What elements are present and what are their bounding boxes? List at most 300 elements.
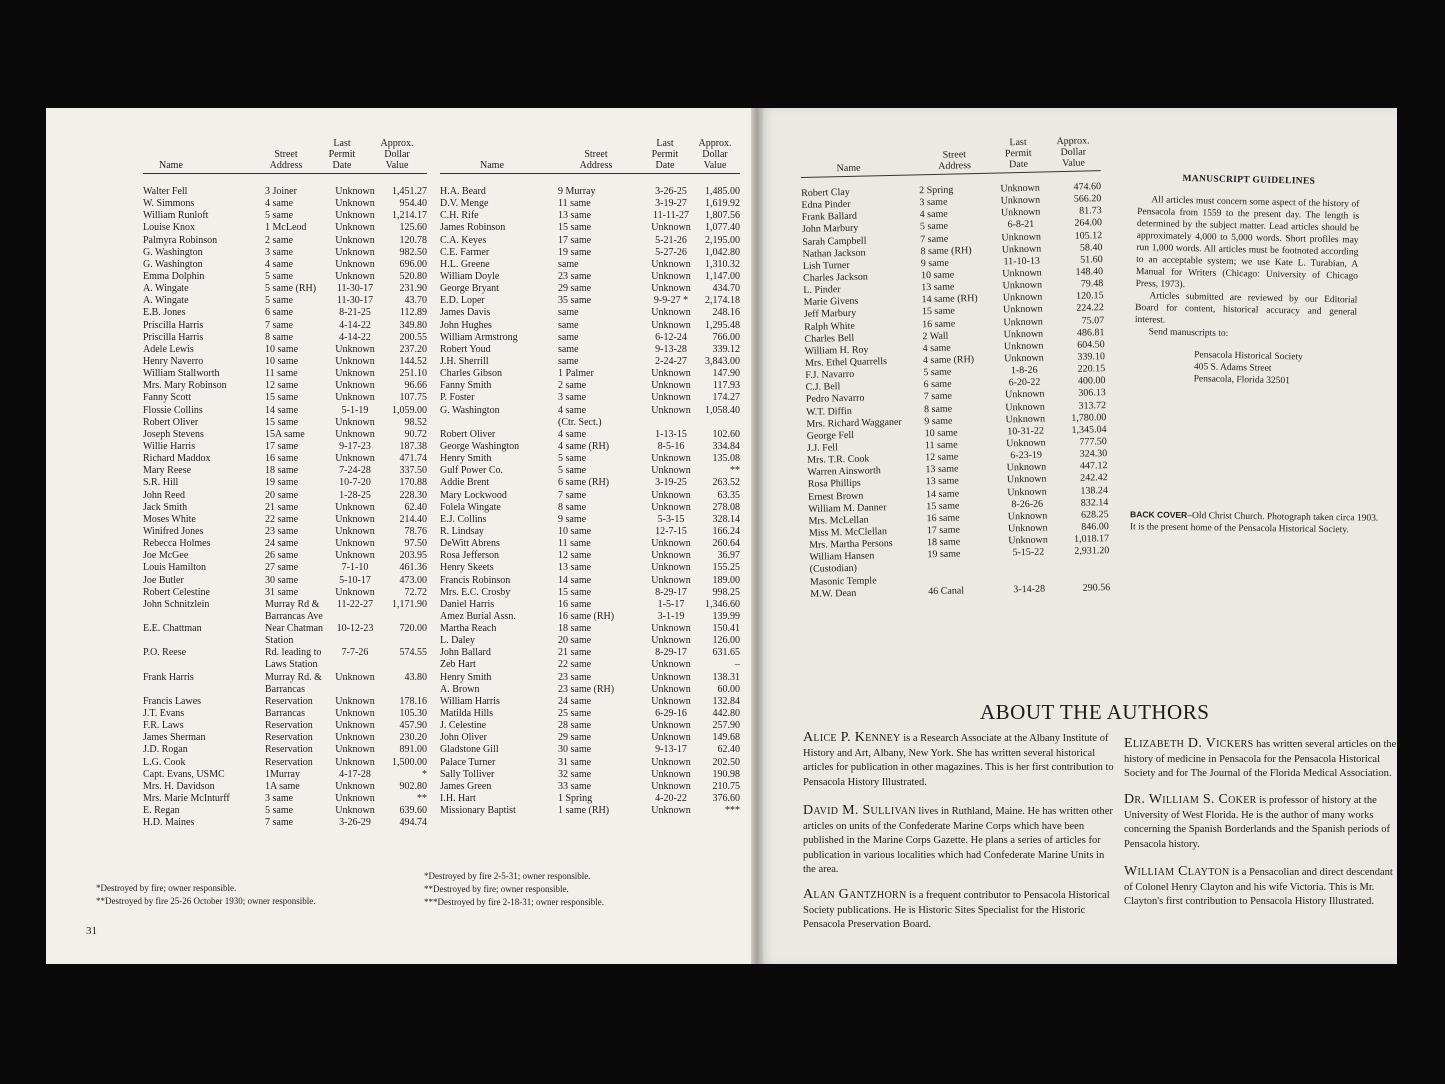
cell-value: 36.97 xyxy=(717,550,740,562)
cell-address: 7 same xyxy=(920,233,949,245)
cell-date: 8-29-17 xyxy=(655,586,687,598)
cell-name: Zeb Hart xyxy=(440,659,476,671)
cell-value: 720.00 xyxy=(399,623,427,635)
cell-date: Unknown xyxy=(1003,316,1043,328)
cell-name: George Fell xyxy=(806,429,855,442)
cell-name: J.D. Rogan xyxy=(143,744,188,756)
cell-value: 447.12 xyxy=(1079,460,1108,472)
cell-date: Unknown xyxy=(651,732,691,744)
cell-address: 2 same xyxy=(558,380,587,392)
cell-value: 290.56 xyxy=(1082,581,1111,594)
cell-name: Gladstone Gill xyxy=(440,744,499,756)
cell-address: 9 same xyxy=(920,257,949,270)
cell-name: Emma Dolphin xyxy=(143,270,205,282)
cell-value: 306.13 xyxy=(1078,387,1106,400)
cell-address: 27 same xyxy=(265,562,299,574)
table-row xyxy=(143,805,427,817)
guidelines-paragraph: All articles must concern some aspect of the history of Pensacola from 1559 to the present day. The length is determined by the subject matter. Lead articles should be approximately 4,000 to 5,000 words. Short profiles may run 1,000 words. All articles must be footnoted according to an acceptable system; we use Kate L. Turabian, A Manual for Writers (Chicago: University of Chicago Press, 1973). xyxy=(1135,195,1360,291)
cell-address: 14 same xyxy=(265,404,299,416)
cell-name: Sarah Campbell xyxy=(802,235,867,248)
cell-name: John Hughes xyxy=(440,319,492,331)
manuscript-guidelines xyxy=(1134,172,1360,389)
cell-name: Warren Ainsworth xyxy=(807,465,881,479)
table-row xyxy=(440,538,740,550)
cell-value: ** xyxy=(417,793,427,805)
cell-value: 120.78 xyxy=(399,234,427,246)
cell-value xyxy=(694,417,740,429)
cell-date: 9-17-23 xyxy=(339,440,371,452)
table-row xyxy=(440,465,740,477)
table-row xyxy=(143,575,427,587)
cell-value: 90.72 xyxy=(404,428,427,440)
header-last-permit-date: Last Permit Date xyxy=(651,138,679,171)
cell-name: E. Regan xyxy=(143,805,180,817)
back-cover-caption xyxy=(1130,508,1385,537)
cell-name: W. Simmons xyxy=(143,198,195,210)
table-row xyxy=(440,320,740,332)
cell-value xyxy=(379,635,427,647)
cell-address: 16 same xyxy=(926,512,960,525)
cell-date: 4-14-22 xyxy=(339,319,371,331)
cell-date: 8-29-17 xyxy=(655,647,687,659)
cell-name: William Runloft xyxy=(143,210,209,222)
cell-name: Ernest Brown xyxy=(807,490,864,503)
cell-value: 628.25 xyxy=(1080,508,1109,521)
cell-address: 15 same xyxy=(265,416,299,428)
cell-address: 11 same xyxy=(265,368,298,380)
cell-date: 1-8-26 xyxy=(1010,364,1038,377)
cell-name: Mrs. Marie McInturff xyxy=(143,793,230,805)
table-row xyxy=(440,805,740,817)
table-row xyxy=(143,696,427,708)
header-street-address: Street Address xyxy=(938,149,972,172)
cell-name: P. Foster xyxy=(440,392,475,404)
cell-name xyxy=(143,659,265,671)
cell-name: Mary Reese xyxy=(143,465,192,477)
cell-value: 473.00 xyxy=(399,574,427,586)
cell-address: Barrancas xyxy=(265,683,305,695)
cell-address: 33 same xyxy=(558,780,592,792)
cell-address: 11 same xyxy=(924,439,958,452)
cell-address: 25 same xyxy=(558,708,592,720)
table-row xyxy=(440,295,740,307)
cell-date: Unknown xyxy=(1002,267,1042,280)
cell-value: 63.35 xyxy=(717,489,740,501)
cell-name: W.T. Diffin xyxy=(806,405,852,418)
table-row xyxy=(440,259,740,271)
cell-value: 324.30 xyxy=(1079,448,1108,460)
table-row xyxy=(440,599,740,611)
cell-name: Amez Burial Assn. xyxy=(440,610,516,622)
cell-value: 79.48 xyxy=(1080,278,1104,290)
cell-date: Unknown xyxy=(1006,437,1046,450)
cell-date: Unknown xyxy=(651,392,691,404)
cell-date: Unknown xyxy=(335,695,375,707)
cell-value: 766.00 xyxy=(712,331,740,343)
cell-date: Unknown xyxy=(335,343,375,355)
cell-value: 982.50 xyxy=(399,246,427,258)
cell-address: 8 same (RH) xyxy=(920,244,972,257)
cell-address: 1Murray xyxy=(265,768,300,780)
cell-date: Unknown xyxy=(651,222,691,234)
guidelines-paragraph: Send manuscripts to: xyxy=(1148,327,1229,339)
author-text: is a Pensacolian and direct descendant of Colonel Henry Clayton and his wife Victoria. This is Mr. Clayton's first contribution to Pensacola History Illustrated. xyxy=(1124,867,1393,907)
cell-name: Lish Turner xyxy=(802,259,850,272)
cell-name: Jack Smith xyxy=(143,501,188,513)
cell-value: 237.20 xyxy=(399,343,427,355)
cell-date: 9-9-27 * xyxy=(653,295,689,307)
permit-table-2 xyxy=(440,138,740,817)
cell-name: Frank Harris xyxy=(143,671,194,683)
cell-name: Palmyra Robinson xyxy=(143,234,218,246)
cell-date: Unknown xyxy=(1006,461,1047,474)
table-row xyxy=(440,271,740,283)
cell-name: Henry Naverro xyxy=(143,355,204,367)
cell-value: 230.20 xyxy=(399,732,427,744)
table-row xyxy=(440,405,740,417)
cell-value: 471.74 xyxy=(399,453,427,465)
table-body xyxy=(143,186,427,829)
cell-name: C.H. Rife xyxy=(440,210,479,222)
cell-name: S.R. Hill xyxy=(143,477,179,489)
author-bio-gantzhorn xyxy=(803,888,1115,933)
cell-address: 10 same xyxy=(558,525,592,537)
cell-date: 11-30-17 xyxy=(336,283,374,295)
table-row xyxy=(143,647,427,659)
table-row xyxy=(143,659,427,671)
cell-date: 3-26-25 xyxy=(655,186,687,197)
cell-date: 11-11-27 xyxy=(653,210,689,222)
cell-value: 494.74 xyxy=(399,817,427,829)
cell-date: Unknown xyxy=(1007,522,1048,535)
cell-value: 242.42 xyxy=(1080,472,1108,485)
cell-date: Unknown xyxy=(651,659,691,671)
cell-value: 328.14 xyxy=(712,513,740,525)
cell-name: Pedro Navarro xyxy=(805,392,865,406)
table-row xyxy=(143,769,427,781)
cell-date: Unknown xyxy=(651,623,691,635)
table-row xyxy=(143,684,427,696)
cell-date: 6-8-21 xyxy=(1007,219,1035,231)
cell-name: Mrs. McLellan xyxy=(808,514,869,527)
table-row xyxy=(143,599,427,611)
cell-address: 10 same xyxy=(924,427,958,440)
cell-value: 98.52 xyxy=(404,416,427,428)
cell-date: Unknown xyxy=(651,562,691,574)
cell-address: 11 same xyxy=(558,538,591,550)
cell-name: Charles Bell xyxy=(804,332,855,345)
cell-date: Unknown xyxy=(335,210,375,222)
cell-name: Frank Ballard xyxy=(801,211,858,224)
cell-address: 18 same xyxy=(558,623,592,635)
cell-date: Unknown xyxy=(651,720,691,732)
table-row xyxy=(440,684,740,696)
cell-date: 4-20-22 xyxy=(655,793,687,805)
table-row xyxy=(440,477,740,489)
cell-date: Unknown xyxy=(1000,194,1041,207)
cell-name: Daniel Harris xyxy=(440,598,495,610)
cell-value: 96.66 xyxy=(404,380,427,392)
cell-address: 29 same xyxy=(558,732,592,744)
cell-value: 58.40 xyxy=(1079,241,1103,254)
cell-name: Richard Maddox xyxy=(143,453,211,465)
cell-address: Reservation xyxy=(265,756,313,768)
cell-date xyxy=(331,611,379,623)
cell-address: 14 same xyxy=(558,574,592,586)
cell-name: William Stallworth xyxy=(143,368,220,380)
cell-value: 248.16 xyxy=(712,307,740,319)
cell-name: John Schnitzlein xyxy=(143,598,210,610)
cell-name: D.V. Menge xyxy=(440,198,489,210)
cell-date xyxy=(331,659,379,671)
table-row xyxy=(440,222,740,234)
table-row xyxy=(440,550,740,562)
table-row xyxy=(143,538,427,550)
cell-address: Station xyxy=(265,635,294,647)
cell-name: William Harris xyxy=(440,695,500,707)
table-row xyxy=(143,271,427,283)
cell-value: 1,310.32 xyxy=(705,258,740,270)
cell-name: Miss M. McClellan xyxy=(808,526,888,539)
cell-address: 17 same xyxy=(265,440,299,452)
cell-value: 832.14 xyxy=(1080,496,1109,509)
cell-address: 2 Spring xyxy=(919,184,954,197)
author-text: is a Research Associate at the Albany Institute of History and Art, Albany, New York. She has written several historical articles for publication in other magazines. This is her first contribution to Pensacola History Illustrated. xyxy=(803,733,1114,788)
cell-date xyxy=(331,684,379,696)
cell-address: 4 same xyxy=(558,404,587,416)
table-row xyxy=(440,368,740,380)
table-row xyxy=(440,490,740,502)
cell-address: 16 same xyxy=(922,318,956,330)
cell-address: 6 same xyxy=(265,307,294,319)
cell-date: Unknown xyxy=(335,222,375,234)
table-row xyxy=(440,356,740,368)
cell-address: 13 same xyxy=(558,562,592,574)
table-row xyxy=(143,417,427,429)
table-row xyxy=(143,320,427,332)
cell-value: 72.72 xyxy=(404,586,427,598)
cell-address: 4 same xyxy=(558,428,587,440)
author-bio-kenney xyxy=(803,731,1115,790)
cell-value: 120.15 xyxy=(1075,290,1104,303)
table-row xyxy=(143,817,427,829)
cell-value: 102.60 xyxy=(712,428,740,440)
cell-date: 1-5-17 xyxy=(657,598,685,610)
cell-date: Unknown xyxy=(1007,486,1047,498)
cell-date: Unknown xyxy=(335,805,375,817)
cell-address: 30 same xyxy=(558,744,592,756)
cell-name: James Robinson xyxy=(440,222,506,234)
cell-value: 376.60 xyxy=(712,793,740,805)
cell-date xyxy=(331,635,379,647)
cell-date: Unknown xyxy=(335,270,375,282)
table-row xyxy=(143,356,427,368)
cell-value: 574.55 xyxy=(399,647,427,659)
cell-value: 520.80 xyxy=(399,270,427,282)
cell-value: 486.81 xyxy=(1076,326,1105,339)
back-cover-text: –Old Christ Church. Photograph taken circa 1903. It is the present home of the Pensacola Historical Society. xyxy=(1129,511,1379,536)
cell-address: 5 same xyxy=(265,805,294,817)
table-row xyxy=(143,441,427,453)
table-row xyxy=(143,235,427,247)
cell-value: 1,059.00 xyxy=(392,404,427,416)
cell-address: 17 same xyxy=(926,524,961,537)
author-text: has written several articles on the history of medicine in Pensacola for the Pensacola Historical Society and for The Journal of the Florida Medical Association. xyxy=(1124,739,1397,779)
author-name: David M. Sullivan xyxy=(803,803,916,818)
author-name: Alice P. Kenney xyxy=(803,730,901,745)
cell-name: Henry Smith xyxy=(440,453,492,465)
cell-value: 264.00 xyxy=(1074,217,1103,230)
cell-address: 18 same xyxy=(927,536,961,549)
cell-name: Charles Jackson xyxy=(802,271,868,284)
cell-address: 5 same (RH) xyxy=(265,283,317,295)
cell-address: Near Chatman xyxy=(265,623,324,635)
cell-value: 1,171.90 xyxy=(392,598,427,610)
cell-name: Winifred Jones xyxy=(143,525,204,537)
cell-name: Adele Lewis xyxy=(143,343,194,355)
cell-name: James Green xyxy=(440,780,492,792)
cell-value: 62.40 xyxy=(717,744,740,756)
cell-address: 28 same xyxy=(558,720,592,732)
table-row xyxy=(440,429,740,441)
cell-address: 14 same (RH) xyxy=(921,293,978,306)
cell-address: 3 same xyxy=(558,392,587,404)
cell-date: 3-14-28 xyxy=(1013,583,1046,595)
cell-address: same xyxy=(558,307,579,319)
table-row xyxy=(440,562,740,574)
cell-name: James Davis xyxy=(440,307,491,319)
footnote: *Destroyed by fire; owner responsible. xyxy=(96,883,237,893)
cell-value: 566.20 xyxy=(1073,193,1102,205)
cell-address: 8 same xyxy=(923,403,953,415)
cell-address: 10 same xyxy=(920,269,955,282)
permit-table-1 xyxy=(143,138,427,829)
cell-name: Rosa Jefferson xyxy=(440,550,499,562)
cell-address: 7 same xyxy=(558,489,587,501)
cell-address: 19 same xyxy=(558,246,592,258)
back-cover-label: BACK COVER xyxy=(1130,509,1188,521)
cell-value: 1,077.40 xyxy=(705,222,740,234)
cell-date: Unknown xyxy=(335,234,375,246)
table-row xyxy=(440,793,740,805)
cell-name: Ralph White xyxy=(804,320,855,333)
cell-address: 16 same xyxy=(265,453,299,465)
cell-date: 4-17-28 xyxy=(339,768,371,780)
cell-name: Joe McGee xyxy=(143,550,189,562)
cell-date: Unknown xyxy=(1006,473,1047,486)
cell-value: 2,931.20 xyxy=(1074,545,1110,558)
cell-address: 3 same xyxy=(265,793,294,805)
table-row xyxy=(143,344,427,356)
table-row xyxy=(143,793,427,805)
table-row xyxy=(440,757,740,769)
header-street-address: Street Address xyxy=(269,149,303,171)
table-row xyxy=(440,720,740,732)
cell-value: 339.12 xyxy=(712,343,740,355)
cell-value: 1,500.00 xyxy=(392,756,427,768)
cell-address: 13 same xyxy=(925,475,959,488)
cell-date: Unknown xyxy=(335,550,375,562)
cell-name: Robert Oliver xyxy=(440,428,496,440)
cell-address: 31 same xyxy=(558,756,592,768)
cell-address: 14 same xyxy=(925,487,960,500)
table-body xyxy=(440,186,740,817)
cell-value: 60.00 xyxy=(717,683,740,695)
cell-date: 5-21-26 xyxy=(655,234,687,246)
table-row xyxy=(143,405,427,417)
cell-name: Mrs. Mary Robinson xyxy=(143,380,227,392)
cell-value: 155.25 xyxy=(712,562,740,574)
cell-value: 337.50 xyxy=(399,465,427,477)
cell-address: 4 same xyxy=(265,258,294,270)
cell-value: 334.84 xyxy=(712,440,740,452)
table-row xyxy=(143,757,427,769)
cell-value: 1,485.00 xyxy=(705,186,740,197)
cell-name: Walter Fell xyxy=(143,186,188,197)
author-bio-clayton xyxy=(1124,865,1394,910)
cell-date: Unknown xyxy=(1000,206,1041,219)
cell-value: 902.80 xyxy=(399,780,427,792)
cell-address: 11 same xyxy=(558,198,591,210)
cell-date: Unknown xyxy=(1002,279,1043,292)
cell-address: 5 same xyxy=(265,210,294,222)
table-row xyxy=(440,769,740,781)
table-row xyxy=(143,222,427,234)
cell-address: Reservation xyxy=(265,744,313,756)
author-bio-vickers xyxy=(1124,737,1414,782)
cell-address: 17 same xyxy=(558,234,592,246)
cell-address: 15 same xyxy=(558,222,592,234)
cell-address: 23 same xyxy=(265,525,299,537)
cell-date: Unknown xyxy=(335,732,375,744)
cell-name: George Washington xyxy=(440,440,520,452)
cell-address: 5 same xyxy=(558,453,587,465)
table-row xyxy=(440,514,740,526)
cell-address: Barrancas xyxy=(265,708,305,720)
cell-date: Unknown xyxy=(335,392,375,404)
footnote: **Destroyed by fire; owner responsible. xyxy=(424,884,569,894)
cell-value: 257.90 xyxy=(712,720,740,732)
cell-name: A. Brown xyxy=(440,683,480,695)
cell-name: Priscilla Harris xyxy=(143,319,204,331)
cell-value: 210.75 xyxy=(712,780,740,792)
cell-value: 1,295.48 xyxy=(705,319,740,331)
cell-value: 190.98 xyxy=(712,768,740,780)
cell-address: Barrancas Ave xyxy=(265,610,323,622)
table-row xyxy=(440,732,740,744)
cell-date: 2-24-27 xyxy=(655,355,687,367)
cell-value: 174.27 xyxy=(712,392,740,404)
cell-address: same xyxy=(558,331,579,343)
cell-value: 150.41 xyxy=(712,623,740,635)
table-row xyxy=(440,672,740,684)
cell-name: J. Celestine xyxy=(440,720,487,732)
cell-date: Unknown xyxy=(335,246,375,258)
cell-address: 6 same xyxy=(923,378,952,391)
cell-value xyxy=(379,659,427,671)
cell-date: 1-13-15 xyxy=(655,428,687,440)
cell-date: Unknown xyxy=(651,319,691,331)
table-row xyxy=(440,659,740,671)
cell-date: 9-13-28 xyxy=(655,343,687,355)
cell-name: Willie Harris xyxy=(143,440,196,452)
cell-date: Unknown xyxy=(1007,510,1048,523)
cell-date: Unknown xyxy=(335,416,375,428)
cell-date: Unknown xyxy=(335,368,375,380)
cell-name: William M. Danner xyxy=(808,501,887,515)
cell-value: 696.00 xyxy=(399,258,427,270)
cell-name: J.H. Sherrill xyxy=(440,355,489,367)
